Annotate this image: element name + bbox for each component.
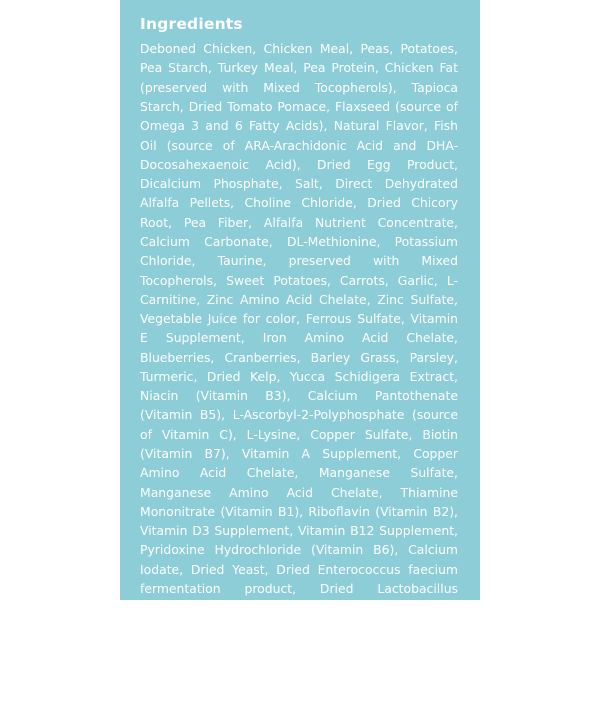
ingredients-panel: [120, 0, 480, 712]
ingredients-body-text: Deboned Chicken, Chicken Meal, Peas, Potatoes, Pea Starch, Turkey Meal, Pea Protein, Chicken Fat (preserved with Mixed Tocopherols), Tapioca Starch, Dried Tomato Pomace, Flaxseed (source of Omega 3 and 6 Fatty Acids), Natural Flavor, Fish Oil (source of ARA-Arachidonic Acid and DHA-Docosahexaenoic Acid), Dried Egg Product, Dicalcium Phosphate, Salt, Direct Dehydrated Alfalfa Pellets, Choline Chloride, Dried Chicory Root, Pea Fiber, Alfalfa Nutrient Concentrate, Calcium Carbonate, DL-Methionine, Potassium Chloride, Taurine, preserved with Mixed Tocopherols, Sweet Potatoes, Carrots, Garlic, L-Carnitine, Zinc Amino Acid Chelate, Zinc Sulfate, Vegetable Juice for color, Ferrous Sulfate, Vitamin E Supplement, Iron Amino Acid Chelate, Blueberries, Cranberries, Barley Grass, Parsley, Turmeric, Dried Kelp, Yucca Schidigera Extract, Niacin (Vitamin B3), Calcium Pantothenate (Vitamin B5), L-Ascorbyl-2-Polyphosphate (source of Vitamin C), L-Lysine, Copper Sulfate, Biotin (Vitamin B7), Vitamin A Supplement, Copper Amino Acid Chelate, Manganese Sulfate, Manganese Amino Acid Chelate, Thiamine Mononitrate (Vitamin B1), Riboflavin (Vitamin B2), Vitamin D3 Supplement, Vitamin B12 Supplement, Pyridoxine Hydrochloride (Vitamin B6), Calcium Iodate, Dried Yeast, Dried Enterococcus faecium fermentation product, Dried Lactobacillus acidophilus fermentation product, Dried Aspergillus niger fermentation extract, Dried Trichoderma longibrachiatum fermentation extract, Dried Bacillus subtilis fermentation extract, Folic Acid (Vitamin B9), Sodium Selenite, Oil of Rosemary.: [140, 41, 458, 712]
ingredients-heading: Ingredients: [140, 15, 243, 33]
